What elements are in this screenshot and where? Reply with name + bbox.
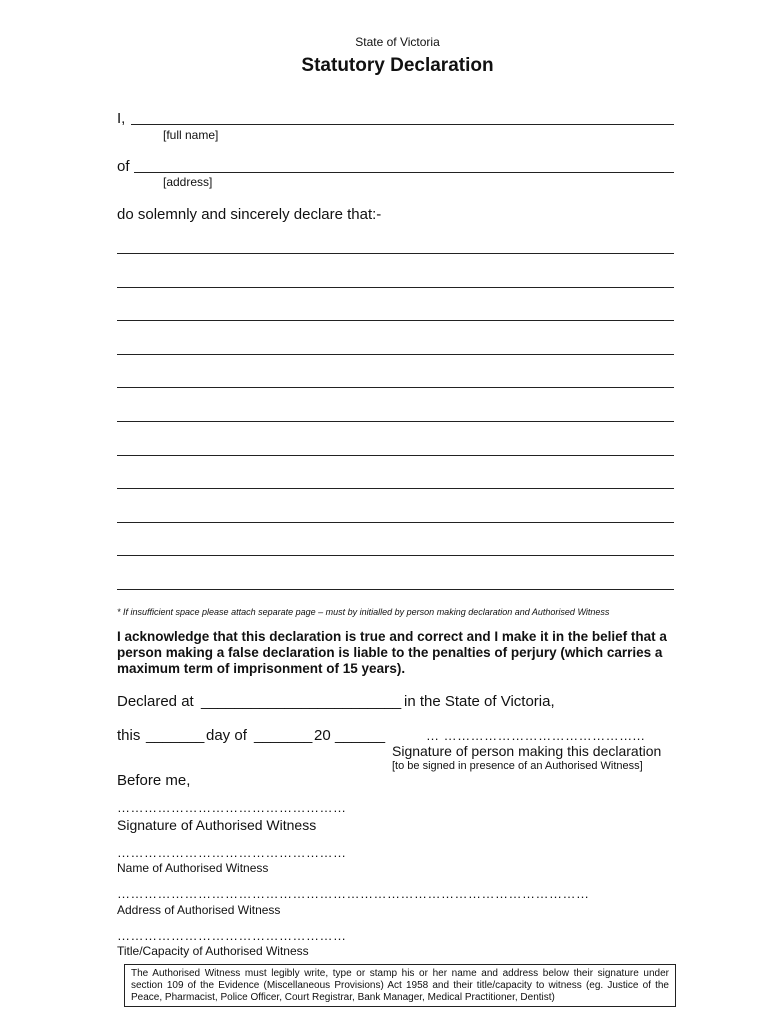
declaration-line[interactable] (117, 455, 674, 456)
day-of-label: day of (206, 727, 247, 744)
full-name-caption: [full name] (163, 128, 219, 142)
declarant-signature-field[interactable]: … ……………………………………... (426, 728, 645, 743)
declaration-line[interactable] (117, 589, 674, 590)
month-field[interactable]: _______ (254, 727, 313, 744)
declarant-signature-note: [to be signed in presence of an Authorised Witness] (392, 760, 643, 772)
declared-at-field[interactable]: ________________________ (201, 693, 402, 710)
name-prefix: I, (117, 110, 126, 127)
year-field[interactable]: ______ (335, 727, 386, 744)
address-prefix: of (117, 158, 130, 175)
declaration-line[interactable] (117, 253, 674, 254)
declaration-line[interactable] (117, 522, 674, 523)
witness-address-label: Address of Authorised Witness (117, 903, 281, 917)
document-title: Statutory Declaration (301, 55, 494, 76)
declare-intro: do solemnly and sincerely declare that:- (117, 206, 382, 223)
declaration-line[interactable] (117, 320, 674, 321)
day-field[interactable]: _______ (146, 727, 205, 744)
before-me-label: Before me, (117, 772, 191, 789)
acknowledgement-text: I acknowledge that this declaration is true and correct and I make it in the belief that a person making a false declaration is liable to the penalties of perjury (which carries a maximum term of imprisonment of 15 years). (117, 629, 667, 676)
declaration-line[interactable] (117, 488, 674, 489)
declared-at-suffix: in the State of Victoria, (404, 693, 555, 710)
declaration-line[interactable] (117, 287, 674, 288)
state-heading: State of Victoria (355, 35, 440, 49)
footnote: * If insufficient space please attach separate page – must by initialled by person making declaration and Authorised Witness (117, 607, 610, 617)
witness-signature-label: Signature of Authorised Witness (117, 817, 317, 833)
full-name-field[interactable] (131, 124, 674, 125)
witness-instructions-box: The Authorised Witness must legibly write, type or stamp his or her name and address below their signature under section 109 of the Evidence (Miscellaneous Provisions) Act 1958 and their title/capacity to witness (eg. Justice of the Peace, Pharmacist, Police Officer, Court Registrar, Bank Manager, Medical Practitioner, Dentist) (124, 964, 676, 1007)
witness-title-field[interactable]: …………………………………………… (117, 928, 347, 943)
declaration-line[interactable] (117, 555, 674, 556)
address-field[interactable] (134, 172, 674, 173)
declared-at-label: Declared at (117, 693, 194, 710)
declaration-line[interactable] (117, 354, 674, 355)
declaration-line[interactable] (117, 421, 674, 422)
witness-signature-field[interactable]: …………………………………………… (117, 800, 347, 815)
this-label: this (117, 727, 141, 744)
witness-name-field[interactable]: …………………………………………… (117, 845, 347, 860)
witness-address-field[interactable]: …………………………………………………………………………………………… (117, 886, 590, 901)
declarant-signature-label: Signature of person making this declaration (392, 743, 662, 759)
witness-title-label: Title/Capacity of Authorised Witness (117, 944, 309, 958)
declaration-line[interactable] (117, 387, 674, 388)
year-prefix: 20 (314, 727, 331, 744)
witness-name-label: Name of Authorised Witness (117, 861, 269, 875)
address-caption: [address] (163, 175, 213, 189)
